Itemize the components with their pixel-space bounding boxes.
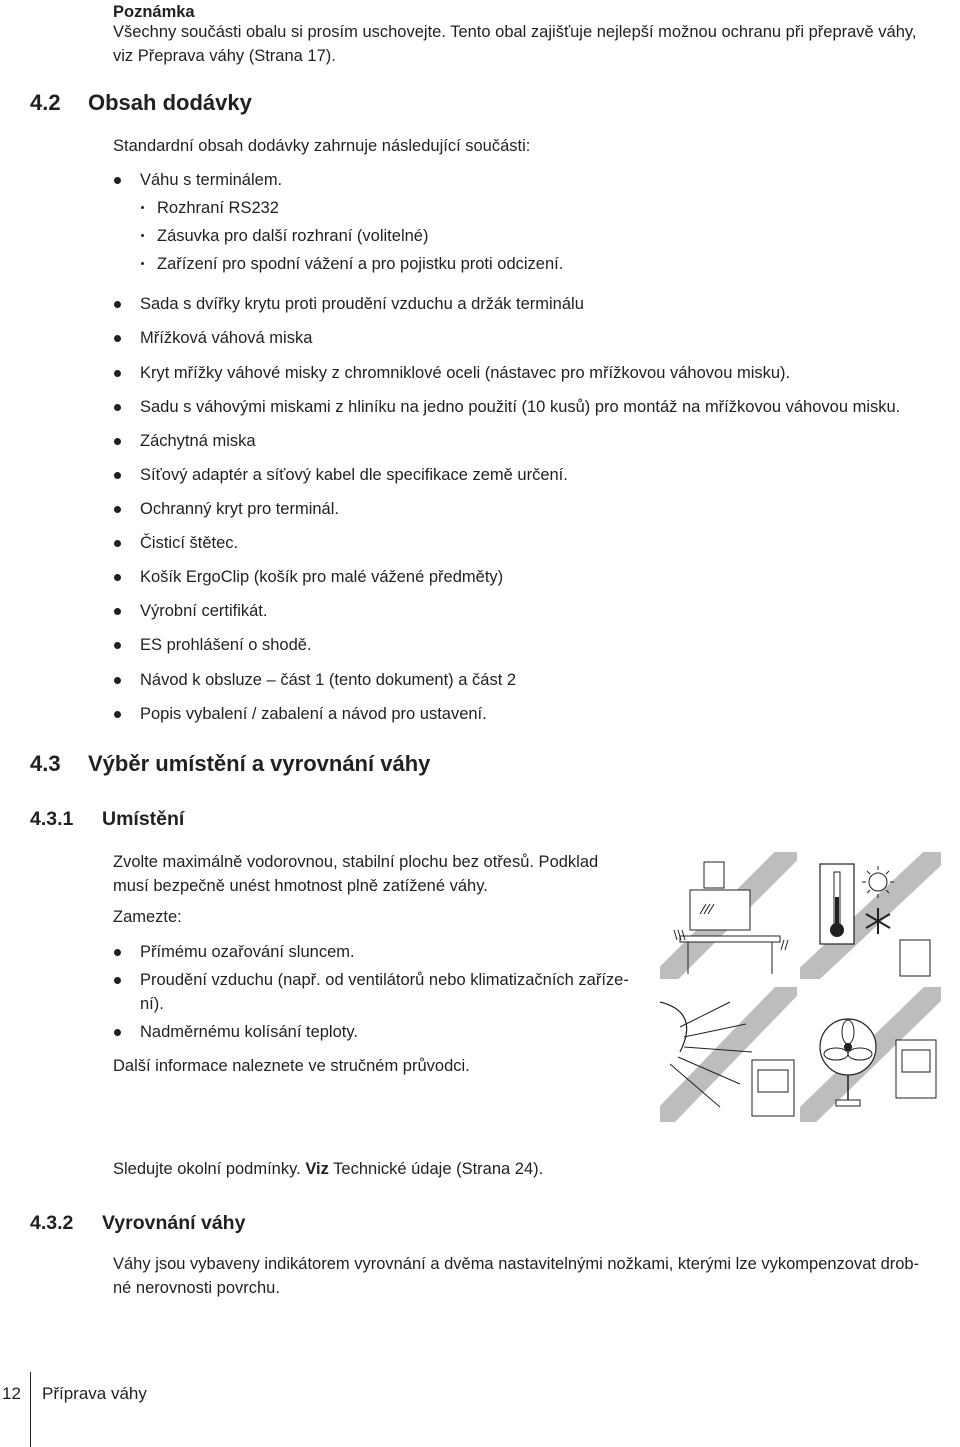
- list-item: Váhu s terminálem.: [140, 168, 282, 192]
- environment-note: [113, 1157, 543, 1181]
- section-heading-4-3: [30, 751, 530, 781]
- list-item: Sada s dvířky krytu proti proudění vzduchu a držák terminálu: [140, 292, 584, 316]
- placement-paragraph-line-1: Zvolte maximálně vodorovnou, stabilní plochu bez otřesů. Podklad: [113, 853, 599, 871]
- leveling-paragraph-line-1: Váhy jsou vybaveny indikátorem vyrovnání a dvěma nastavitelnými nožkami, kterými lze vykompenzovat drob-: [113, 1255, 920, 1273]
- section-number: 4.3: [30, 751, 61, 776]
- draft-panel: [660, 852, 800, 992]
- note-line-1: Všechny součásti obalu si prosím uschovejte. Tento obal zajišťuje nejlepší možnou ochranu při přepravě váhy,: [113, 23, 917, 41]
- footer-divider: [30, 1372, 31, 1447]
- section-title: Výběr umístění a vyrovnání váhy: [88, 751, 431, 776]
- section-number: 4.3.2: [30, 1212, 74, 1234]
- section-heading-4-3-1: [30, 808, 330, 836]
- section-title: Vyrovnání váhy: [102, 1212, 246, 1234]
- list-item: Přímému ozařování sluncem.: [140, 940, 355, 964]
- environment-note-link[interactable]: Technické údaje (Strana 24).: [333, 1160, 544, 1178]
- placement-paragraph-line-2: musí bezpečně unést hmotnost plně zatížené váhy.: [113, 877, 488, 895]
- list-item: Výrobní certifikát.: [140, 599, 267, 623]
- environment-note-bold: Viz: [305, 1160, 329, 1178]
- list-item: Mřížková váhová miska: [140, 326, 312, 350]
- sunlight-panel: [660, 977, 800, 1122]
- fan-panel: [790, 977, 942, 1122]
- list-item: ES prohlášení o shodě.: [140, 633, 312, 657]
- section-number: 4.3.1: [30, 808, 74, 830]
- section-heading-4-3-2: [30, 1212, 330, 1240]
- page-number: 12: [2, 1384, 21, 1403]
- list-item: Nadměrnému kolísání teploty.: [140, 1020, 358, 1044]
- sub-list-item: Rozhraní RS232: [157, 196, 279, 220]
- footer-chapter: Příprava váhy: [42, 1384, 147, 1403]
- section-intro: Standardní obsah dodávky zahrnuje následující součásti:: [113, 137, 531, 155]
- list-item: Proudění vzduchu (např. od ventilátorů nebo klimatizačních zaříze-: [140, 968, 629, 992]
- note-line-2: viz Přeprava váhy (Strana 17).: [113, 47, 336, 65]
- section-number: 4.2: [30, 90, 61, 115]
- temperature-panel: [790, 852, 942, 992]
- sub-list-item: Zásuvka pro další rozhraní (volitelné): [157, 224, 428, 248]
- section-heading-4-2: [30, 90, 430, 120]
- environment-note-prefix: Sledujte okolní podmínky.: [113, 1160, 301, 1178]
- note-title: Poznámka: [113, 3, 195, 21]
- list-item: Návod k obsluze – část 1 (tento dokument) a část 2: [140, 668, 516, 692]
- list-item: Popis vybalení / zabalení a návod pro ustavení.: [140, 702, 487, 726]
- list-item: Košík ErgoClip (košík pro malé vážené předměty): [140, 565, 503, 589]
- leveling-paragraph-line-2: né nerovnosti povrchu.: [113, 1279, 280, 1297]
- section-title: Umístění: [102, 808, 185, 830]
- list-item: Záchytná miska: [140, 429, 256, 453]
- placement-illustration: [660, 852, 942, 1122]
- list-item: Kryt mřížky váhové misky z chromniklové oceli (nástavec pro mřížkovou váhovou misku).: [140, 361, 790, 385]
- list-item: Sadu s váhovými miskami z hliníku na jedno použití (10 kusů) pro montáž na mřížkovou váhovou misku.: [140, 395, 900, 419]
- section-title: Obsah dodávky: [88, 90, 252, 115]
- sub-list-item: Zařízení pro spodní vážení a pro pojistku proti odcizení.: [157, 252, 563, 276]
- list-item: Síťový adaptér a síťový kabel dle specifikace země určení.: [140, 463, 568, 487]
- more-info-text: Další informace naleznete ve stručném průvodci.: [113, 1057, 470, 1075]
- list-item-continuation: ní).: [140, 995, 164, 1013]
- list-item: Čisticí štětec.: [140, 531, 238, 555]
- list-item: Ochranný kryt pro terminál.: [140, 497, 339, 521]
- avoid-label: Zamezte:: [113, 908, 182, 926]
